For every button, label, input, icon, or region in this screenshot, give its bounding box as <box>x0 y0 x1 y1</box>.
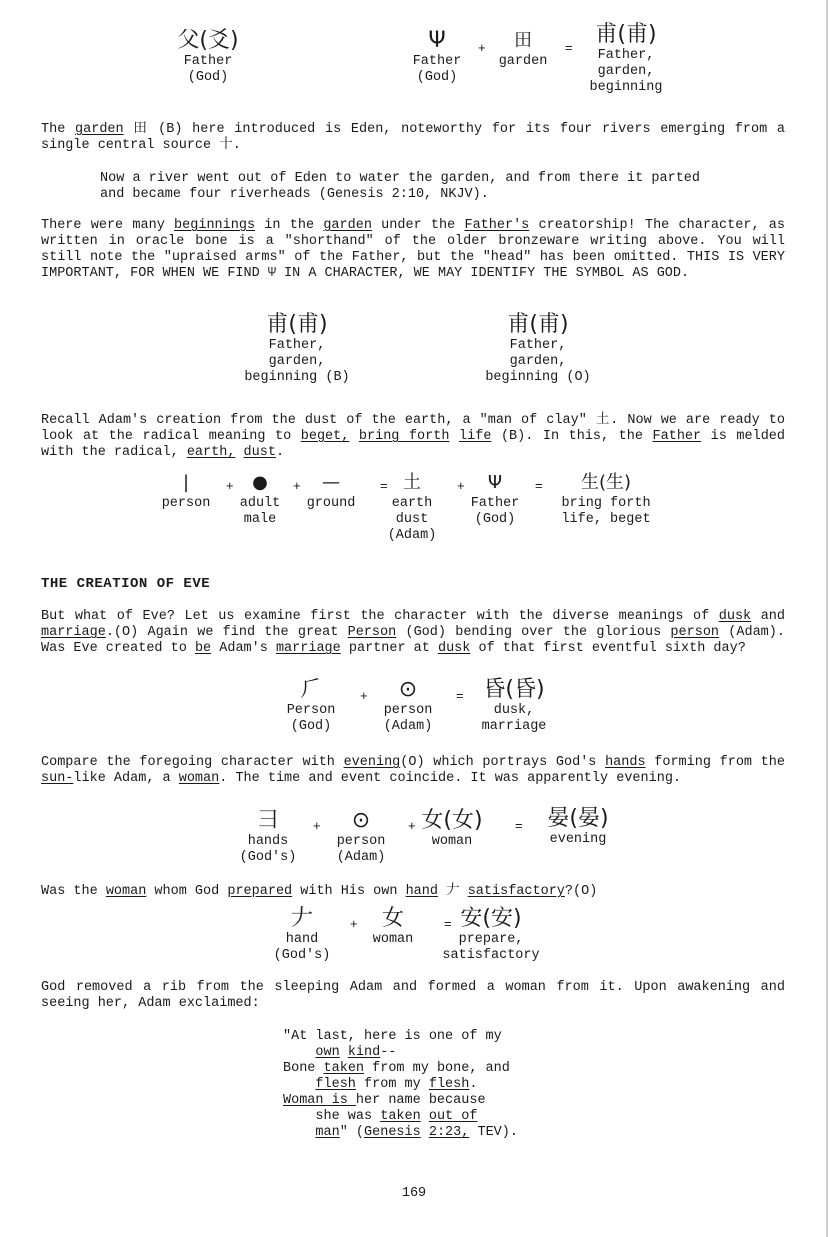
plus-sign: + <box>360 688 368 703</box>
text <box>235 445 243 460</box>
beginning-character <box>590 22 663 96</box>
text: her name because <box>355 1093 486 1108</box>
person-adam-component <box>384 677 433 735</box>
poem-line <box>283 1093 603 1109</box>
text: (God) bending over the glorious <box>396 625 671 640</box>
equals-sign: = <box>456 688 464 703</box>
caption-line: marriage <box>481 719 547 734</box>
caption-line: dusk, <box>493 703 535 718</box>
text: is melded with the radical, <box>41 429 786 460</box>
plus-sign: + <box>478 40 486 55</box>
underlined-word: Father <box>652 429 702 444</box>
caption-line: beginning <box>589 80 663 95</box>
caption-line: woman <box>372 932 414 947</box>
poem-line <box>283 1045 603 1061</box>
underlined-word: own <box>315 1045 340 1060</box>
plus-sign: + <box>313 818 321 833</box>
underlined-word: sun- <box>41 771 74 786</box>
underlined-word: satisfactory <box>467 884 565 899</box>
text: like Adam, a <box>73 771 179 786</box>
beginning-glyph: 甫(甫) <box>266 312 328 337</box>
father-component <box>471 470 520 528</box>
text: from my bone, and <box>364 1061 510 1076</box>
caption-line: garden, <box>268 354 326 369</box>
underlined-word: bring forth <box>358 429 450 444</box>
caption-line: evening <box>549 832 607 847</box>
poem-line <box>283 1125 603 1141</box>
underlined-word: out of <box>428 1109 478 1124</box>
underlined-word: be <box>194 641 212 656</box>
paragraph-what-of-eve <box>41 609 785 657</box>
caption-line: (God) <box>187 70 229 85</box>
caption-line: adult <box>239 496 281 511</box>
poem-line <box>283 1029 603 1045</box>
woman-component <box>421 808 482 850</box>
text: But what of Eve? Let us examine first the character with the diverse meanings of <box>41 609 719 624</box>
underlined-word: is <box>323 1093 356 1108</box>
glyph: — <box>321 472 340 493</box>
text: Was the <box>41 884 106 899</box>
caption-line: Father, <box>509 338 567 353</box>
text: 田 (B) here introduced is Eden, noteworthy for its four rivers emerging from a single central source 十. <box>41 122 785 153</box>
paragraph-man-of-clay <box>41 413 785 461</box>
section-heading: THE CREATION OF EVE <box>41 576 211 592</box>
quote-genesis-2-10: Now a river went out of Eden to water the garden, and from there it parted and became four riverheads (Genesis 2:10, NKJV). <box>100 171 700 202</box>
underlined-word: life <box>459 429 492 444</box>
caption-line: Father <box>470 496 520 511</box>
caption-line: (God's) <box>239 850 297 865</box>
caption-line: garden, <box>509 354 567 369</box>
glyph: ● <box>252 472 268 493</box>
glyph: 彐 <box>256 808 279 833</box>
caption-line: (God) <box>474 512 516 527</box>
glyph: | <box>182 472 190 493</box>
underlined-word: evening <box>343 755 401 770</box>
text <box>283 1045 315 1060</box>
underlined-word: flesh <box>315 1077 356 1092</box>
glyph: 𠂇 <box>290 906 313 931</box>
underlined-word: man <box>315 1125 340 1140</box>
plus-sign: + <box>226 478 234 493</box>
text: Recall Adam's creation from the dust of the earth, a "man of clay" 土. Now we are ready to look at the radical meaning to <box>41 413 785 444</box>
underlined-word: 2:23, <box>428 1125 470 1140</box>
person-god-component <box>287 677 336 735</box>
underlined-word: Woman <box>283 1093 324 1108</box>
plus-sign: + <box>350 916 358 931</box>
hands-component <box>240 808 297 866</box>
caption-line: Father, <box>597 48 655 63</box>
poem-line <box>283 1061 603 1077</box>
evening-character <box>547 806 608 848</box>
plus-sign: + <box>293 478 301 493</box>
adult-male-component <box>240 470 281 528</box>
equals-sign: = <box>535 478 543 493</box>
poem-line <box>283 1077 603 1093</box>
text: Adam's <box>211 641 276 656</box>
text: Bone <box>283 1061 324 1076</box>
text: Compare the foregoing character with <box>41 755 344 770</box>
glyph: 晏(晏) <box>547 806 609 831</box>
text <box>283 1077 315 1092</box>
text: (B). In this, the <box>491 429 653 444</box>
glyph: Ψ <box>487 472 503 493</box>
text: ?(O) <box>564 884 598 899</box>
caption-line: Person <box>286 703 336 718</box>
text: and <box>751 609 785 624</box>
text: There were many <box>41 218 175 233</box>
glyph: 女 <box>381 906 405 931</box>
person-component <box>162 470 211 512</box>
caption-line: Father <box>183 54 233 69</box>
page-number: 169 <box>401 1186 427 1201</box>
underlined-word: woman <box>105 884 147 899</box>
text: TEV). <box>469 1125 518 1140</box>
text: "At last, here is one of my <box>283 1029 502 1044</box>
text <box>421 1109 429 1124</box>
underlined-word: garden <box>323 218 372 233</box>
underlined-word: beginnings <box>174 218 256 233</box>
underlined-word: dusk <box>437 641 471 656</box>
caption-line: (God) <box>290 719 332 734</box>
caption-line: woman <box>431 834 473 849</box>
text: with His own <box>292 884 406 899</box>
woman-component <box>373 906 414 948</box>
text: from my <box>355 1077 429 1092</box>
caption-line: hands <box>247 834 289 849</box>
caption-line: (Adam) <box>383 719 433 734</box>
underlined-word: taken <box>323 1061 365 1076</box>
poem-line <box>283 1109 603 1125</box>
plus-sign: + <box>457 478 465 493</box>
caption-line: (God) <box>416 70 458 85</box>
underlined-word: marriage <box>275 641 341 656</box>
text: under the <box>371 218 465 233</box>
plus-sign: + <box>408 818 416 833</box>
underlined-word: beget, <box>300 429 350 444</box>
text: of that first eventful sixth day? <box>470 641 746 656</box>
underlined-word: earth, <box>186 445 236 460</box>
text: in the <box>255 218 324 233</box>
beget-character <box>561 470 650 528</box>
paragraph-prepared <box>41 884 785 900</box>
caption-line: Father, <box>268 338 326 353</box>
caption-line: beginning (O) <box>485 370 591 385</box>
text: The <box>41 122 76 137</box>
dusk-character <box>482 677 547 735</box>
underlined-word: marriage <box>41 625 106 640</box>
text: .(O) Again we find the great <box>105 625 348 640</box>
text <box>421 1125 429 1140</box>
beginning-bronze <box>244 312 349 386</box>
glyph: ⺁ <box>299 677 323 702</box>
underlined-word: flesh <box>428 1077 470 1092</box>
equals-sign: = <box>515 818 523 833</box>
underlined-word: hand <box>405 884 438 899</box>
paragraph-beginnings <box>41 218 785 282</box>
underlined-word: taken <box>380 1109 421 1124</box>
beginning-glyph: 甫(甫) <box>507 312 569 337</box>
earth-component <box>388 470 437 544</box>
ground-component <box>307 470 356 512</box>
text: 𠂇 <box>437 884 468 899</box>
glyph: 安(安) <box>460 906 522 931</box>
text: creatorship! The character, as written in oracle bone is a "shorthand" of the older bronzeware writing above. You will still note the "upraised arms" of the Father, but the "head" has been omitted. THIS IS VERY IMPORTANT, FOR WHEN WE FIND Ψ IN A CHARACTER, WE MAY IDENTIFY THE SYMBOL AS GOD. <box>41 218 785 281</box>
text: " ( <box>339 1125 365 1140</box>
father-psi-glyph: Ψ <box>428 28 446 53</box>
underlined-word: garden <box>75 122 124 137</box>
glyph: 土 <box>402 472 421 493</box>
caption-line: person <box>336 834 386 849</box>
underlined-word: Genesis <box>364 1125 421 1140</box>
hand-component <box>274 906 331 964</box>
glyph: ⊙ <box>351 808 371 833</box>
text <box>340 1045 348 1060</box>
caption-line: earth <box>391 496 433 511</box>
paragraph-garden-eden <box>41 122 785 154</box>
caption-line: person <box>383 703 433 718</box>
caption-line: satisfactory <box>442 948 540 963</box>
caption-line: male <box>243 512 277 527</box>
paragraph-evening <box>41 755 785 787</box>
text <box>283 1125 315 1140</box>
text <box>449 429 459 444</box>
prepare-character <box>442 906 539 964</box>
underlined-word: hands <box>605 755 646 770</box>
caption-line: ground <box>306 496 356 511</box>
text: she was <box>283 1109 381 1124</box>
text: . <box>469 1077 478 1092</box>
equals-sign: = <box>444 916 452 931</box>
caption-line: bring forth <box>561 496 651 511</box>
underlined-word: kind <box>347 1045 381 1060</box>
caption-line: (Adam) <box>336 850 386 865</box>
glyph: 生(生) <box>580 472 632 493</box>
glyph: 昏(昏) <box>483 677 545 702</box>
text: . The time and event coincide. It was apparently evening. <box>219 771 682 786</box>
text: partner at <box>340 641 438 656</box>
text: (O) which portrays God's <box>400 755 606 770</box>
text: . <box>275 445 285 460</box>
caption-line: hand <box>285 932 319 947</box>
caption-line: Father <box>412 54 462 69</box>
glyph: ⊙ <box>398 677 418 702</box>
underlined-word: dusk <box>718 609 752 624</box>
underlined-word: person <box>670 625 720 640</box>
underlined-word: prepared <box>227 884 293 899</box>
garden-character <box>499 28 548 70</box>
text <box>349 429 359 444</box>
equals-sign: = <box>380 478 388 493</box>
caption-line: person <box>161 496 211 511</box>
beginning-glyph: 甫(甫) <box>595 22 657 47</box>
paragraph-rib: God removed a rib from the sleeping Adam and formed a woman from it. Upon awakening and seeing her, Adam exclaimed: <box>41 980 785 1011</box>
caption-line: garden, <box>597 64 655 79</box>
text: whom God <box>146 884 228 899</box>
caption-line: garden <box>498 54 548 69</box>
equals-sign: = <box>565 40 573 55</box>
underlined-word: dust <box>243 445 276 460</box>
text: -- <box>380 1045 397 1060</box>
caption-line: (Adam) <box>387 528 437 543</box>
text: (Adam). Was Eve created to <box>41 625 785 656</box>
underlined-word: Father's <box>464 218 530 233</box>
father-character <box>177 28 238 86</box>
underlined-word: Person <box>347 625 397 640</box>
caption-line: prepare, <box>458 932 524 947</box>
underlined-word: woman <box>178 771 220 786</box>
garden-glyph: 田 <box>513 30 532 51</box>
father-glyph: ⽗(爻) <box>177 28 239 53</box>
beginning-oracle <box>485 312 590 386</box>
caption-line: (God's) <box>273 948 331 963</box>
text: forming from the <box>645 755 785 770</box>
glyph: 女(女) <box>421 808 483 833</box>
caption-line: dust <box>395 512 429 527</box>
caption-line: beginning (B) <box>244 370 350 385</box>
person-adam-component <box>337 808 386 866</box>
quote-genesis-2-23 <box>283 1029 603 1141</box>
caption-line: life, beget <box>561 512 651 527</box>
father2-character <box>413 28 462 86</box>
